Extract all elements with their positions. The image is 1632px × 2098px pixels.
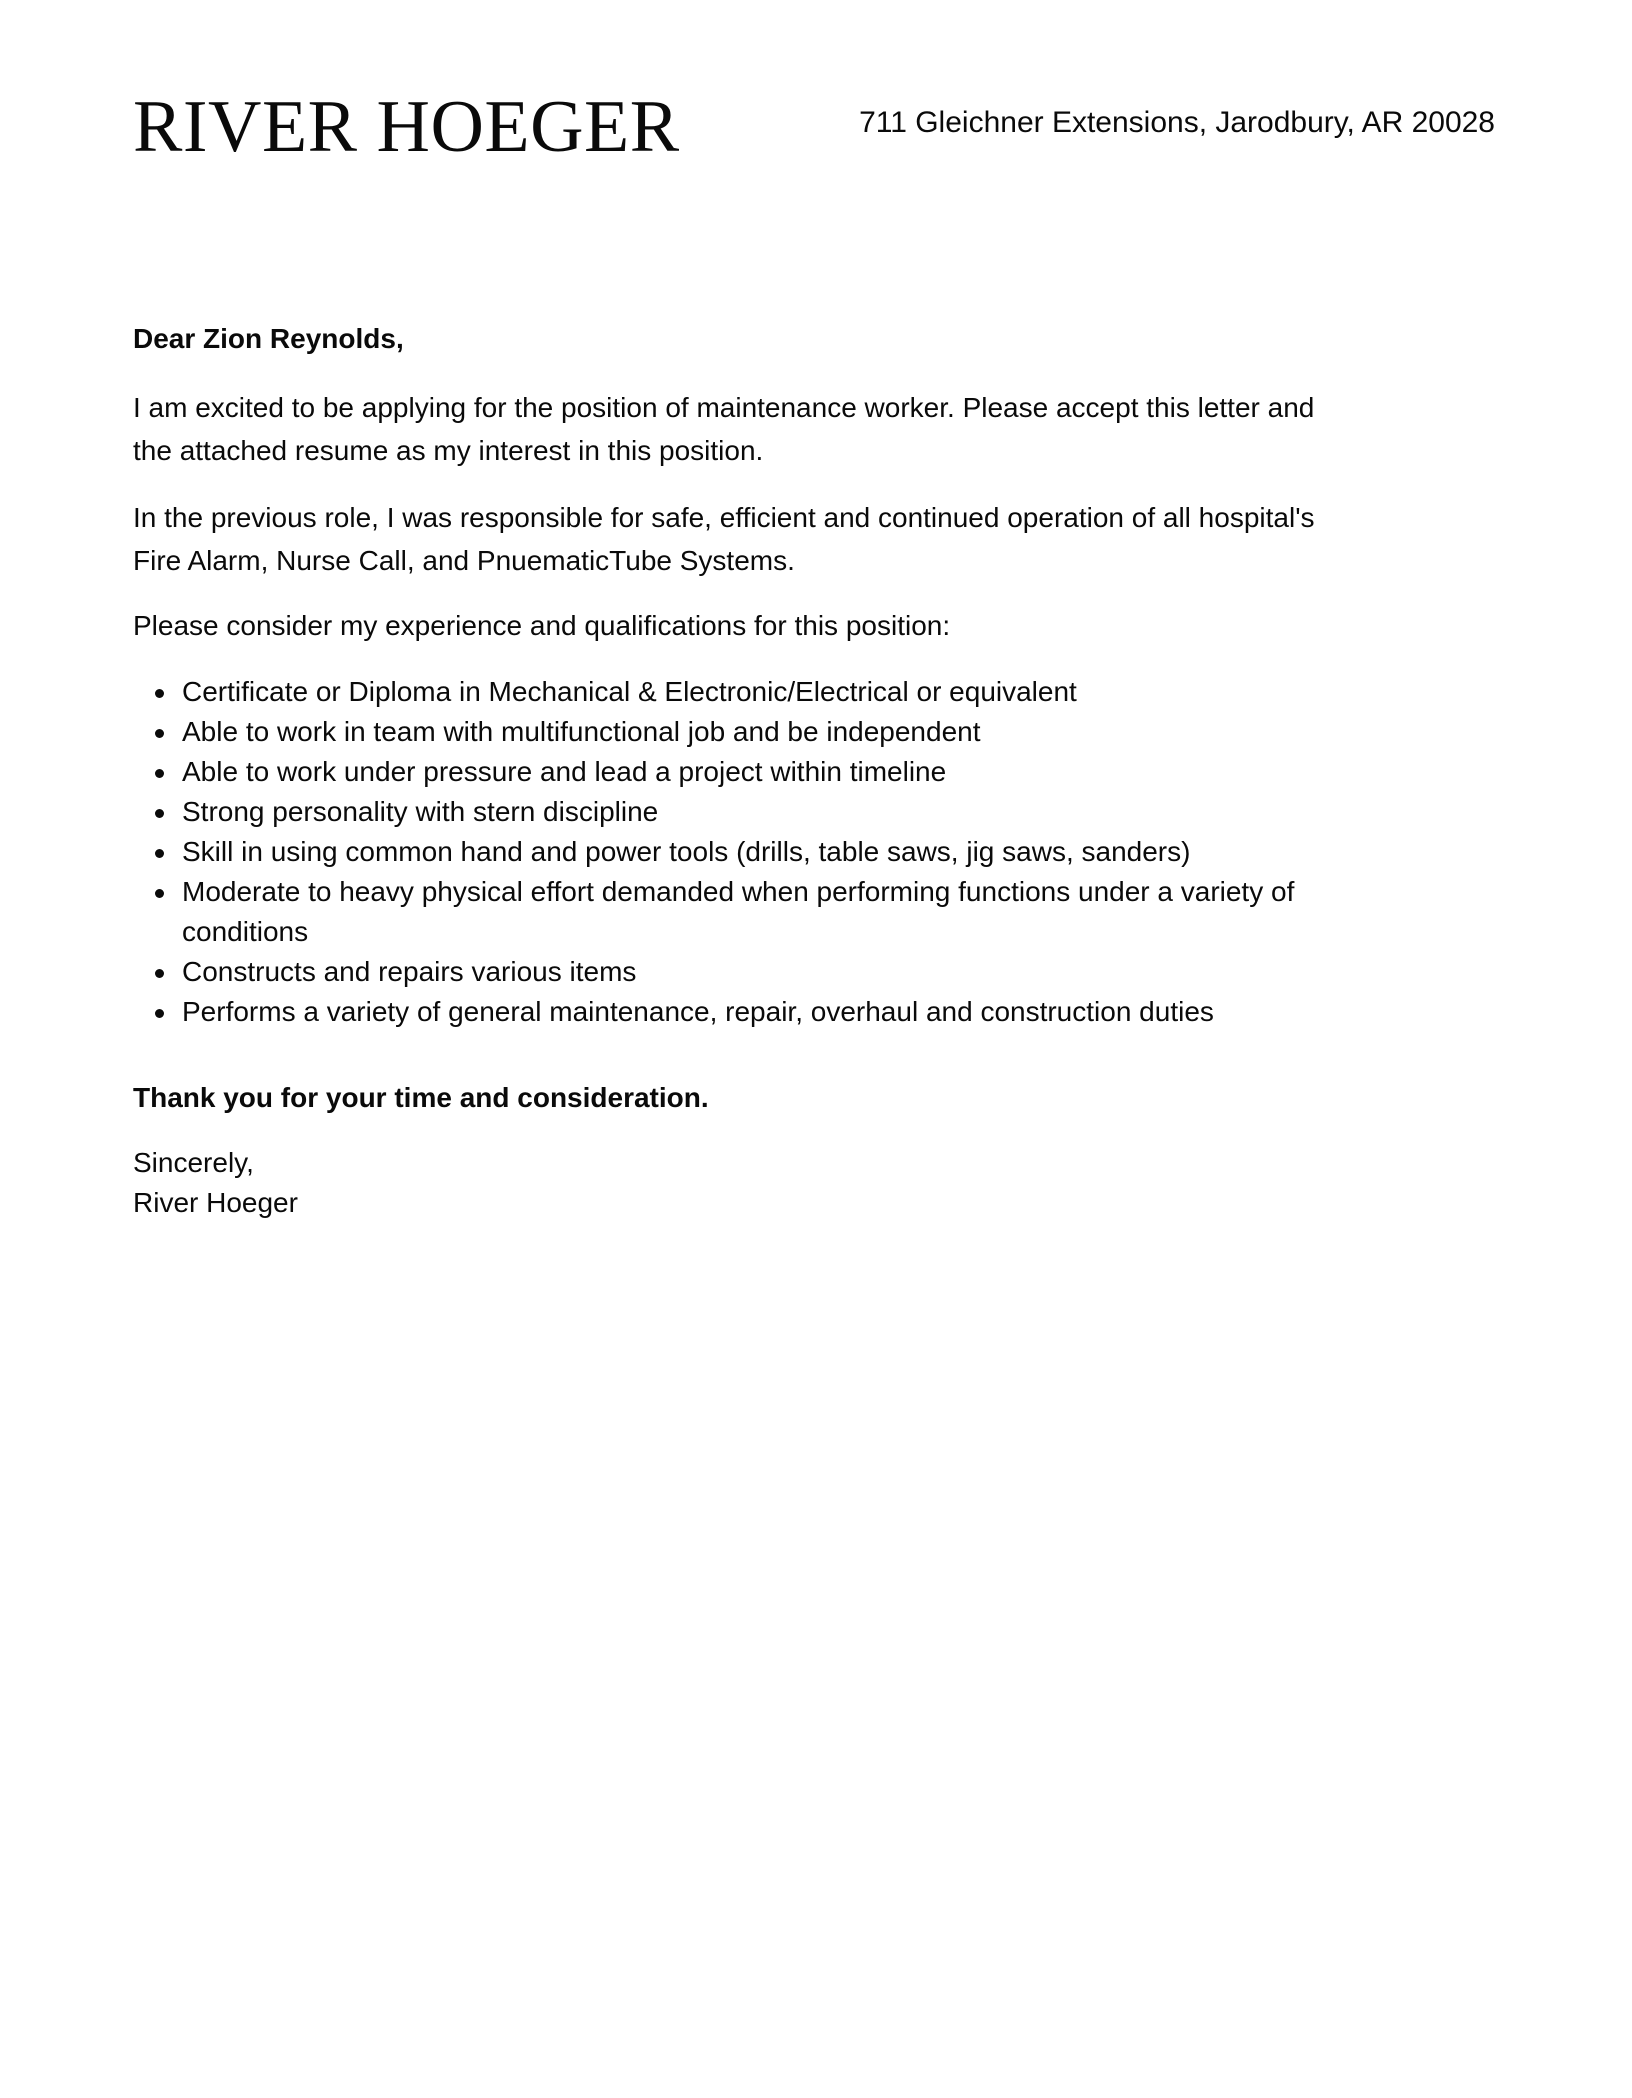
paragraph-intro	[133, 386, 1314, 472]
list-item-text: Skill in using common hand and power tools (drills, table saws, jig saws, sanders)	[182, 836, 1191, 867]
list-item-text: Strong personality with stern discipline	[182, 796, 659, 827]
list-item-text: Moderate to heavy physical effort demanded when performing functions under a variety of	[182, 876, 1295, 907]
list-item	[133, 952, 1294, 992]
bullet-icon	[155, 689, 164, 698]
letter-greeting: Dear Zion Reynolds,	[133, 323, 404, 354]
applicant-address: 711 Gleichner Extensions, Jarodbury, AR 20028	[859, 106, 1495, 139]
list-item	[133, 672, 1294, 712]
list-item-text: conditions	[182, 916, 309, 947]
bullet-icon	[155, 1009, 164, 1018]
list-item	[133, 992, 1294, 1032]
list-item-text: Certificate or Diploma in Mechanical & Electronic/Electrical or equivalent	[182, 676, 1077, 707]
paragraph-line: the attached resume as my interest in this position.	[133, 435, 764, 466]
list-item	[133, 752, 1294, 792]
signoff-text: Sincerely,	[133, 1147, 254, 1178]
list-item	[133, 832, 1294, 872]
list-item	[133, 872, 1294, 952]
list-item	[133, 792, 1294, 832]
closing-line: Thank you for your time and consideration.	[133, 1082, 709, 1113]
paragraph-line: In the previous role, I was responsible for safe, efficient and continued operation of all hospital's	[133, 502, 1315, 533]
qualifications-list	[133, 672, 1294, 1032]
list-item-text: Performs a variety of general maintenance, repair, overhaul and construction duties	[182, 996, 1214, 1027]
paragraph-line: Fire Alarm, Nurse Call, and PnuematicTube Systems.	[133, 545, 795, 576]
bullet-icon	[155, 889, 164, 898]
list-item	[133, 712, 1294, 752]
paragraph-line: I am excited to be applying for the position of maintenance worker. Please accept this letter and	[133, 392, 1315, 423]
list-item-text: Able to work in team with multifunctional job and be independent	[182, 716, 981, 747]
applicant-name-heading: RIVER HOEGER	[133, 86, 680, 168]
bullet-icon	[155, 769, 164, 778]
bullet-icon	[155, 729, 164, 738]
bullet-icon	[155, 969, 164, 978]
bullet-icon	[155, 849, 164, 858]
paragraph-line: Please consider my experience and qualifications for this position:	[133, 610, 951, 641]
paragraph-experience	[133, 496, 1315, 582]
list-item-text: Able to work under pressure and lead a project within timeline	[182, 756, 947, 787]
signature-block	[133, 1143, 298, 1223]
list-item-text: Constructs and repairs various items	[182, 956, 637, 987]
bullet-icon	[155, 809, 164, 818]
signature-name: River Hoeger	[133, 1187, 298, 1218]
paragraph-qualifications-intro	[133, 604, 950, 647]
